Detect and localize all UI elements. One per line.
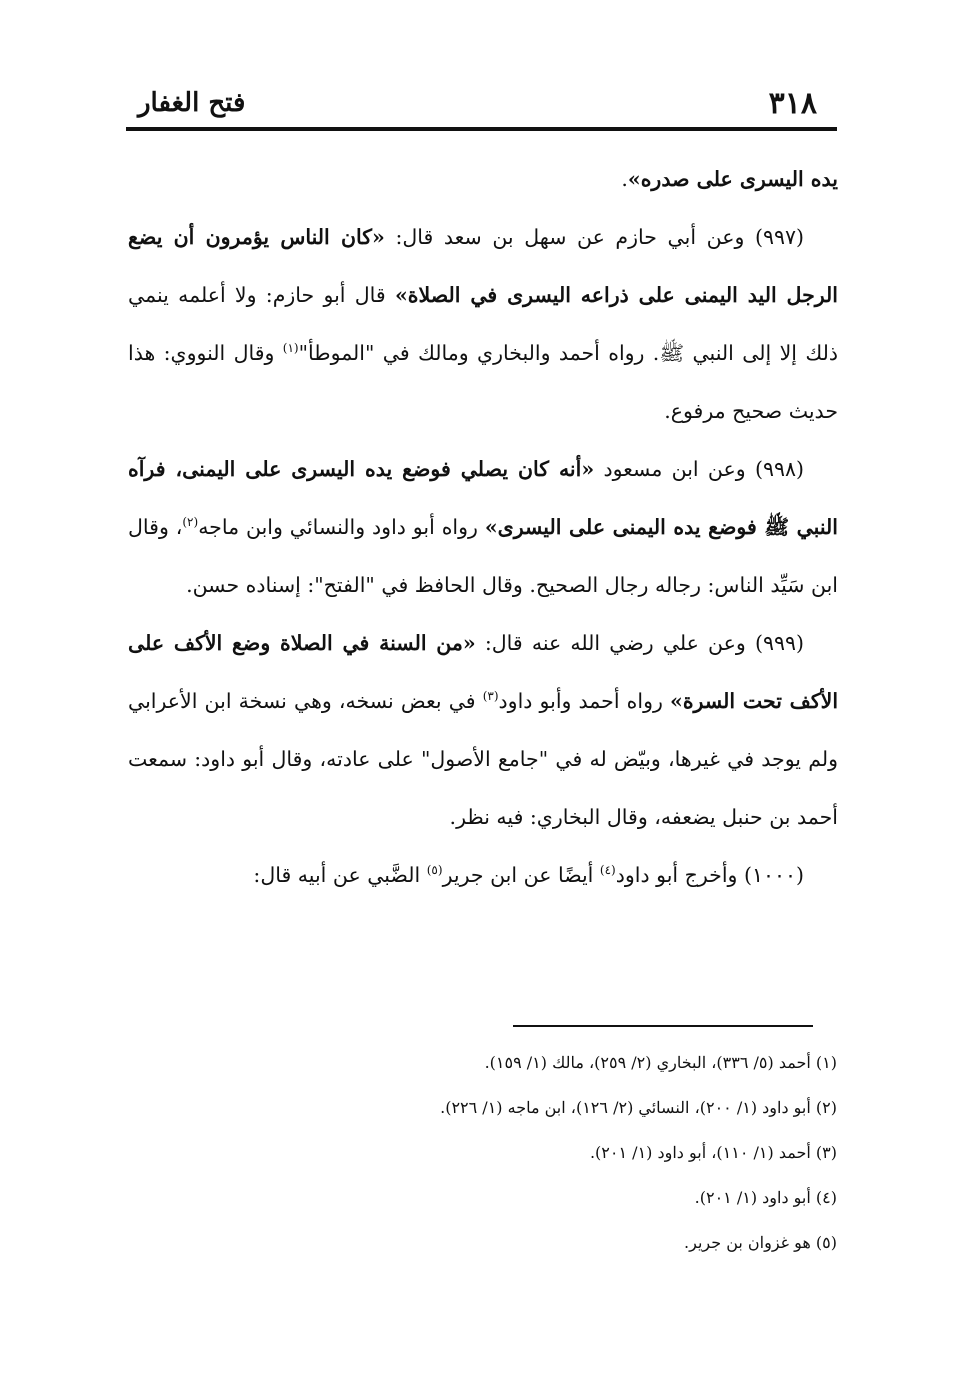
footnote-ref: (٤)	[599, 863, 616, 878]
footnote-ref: (٥)	[426, 863, 443, 878]
hadith-1000	[128, 846, 838, 904]
footnotes	[300, 1040, 837, 1265]
hadith-number: (٩٩٩)	[754, 631, 804, 655]
footnote-3: (٣) أحمد (١/ ١١٠)، أبو داود (١/ ٢٠١).	[589, 1143, 837, 1162]
main-text	[128, 150, 838, 904]
text-run: وقال النووي: هذا حديث صحيح مرفوع.	[128, 341, 838, 423]
footnote-1: (١) أحمد (٥/ ٣٣٦)، البخاري (٢/ ٢٥٩)، مالك (١/ ١٥٩).	[484, 1053, 837, 1072]
hadith-997	[128, 208, 838, 440]
page-number: ٣١٨	[768, 86, 817, 121]
hadith-999	[128, 614, 838, 846]
footnote-separator	[513, 1025, 813, 1027]
text-run: وعن أبي حازم عن سهل بن سعد قال:	[384, 225, 755, 249]
paragraph-continuation	[128, 150, 838, 208]
text-run: رواه أحمد وأبو داود	[498, 689, 670, 713]
text-run: .	[621, 167, 628, 191]
text-run: وعن علي رضي الله عنه قال:	[475, 631, 755, 655]
text-run: في بعض نسخه، وهي نسخة ابن الأعرابي ولم يوجد في غيرها، وبيّض له في "جامع الأصول" على عادته، وقال أبو داود: سمعت أحمد بن حنبل يضعفه، وقال البخاري: فيه نظر.	[128, 689, 838, 829]
footnote-ref: (٢)	[182, 515, 199, 530]
hadith-number: (١٠٠٠)	[743, 863, 804, 887]
hadith-quote: «من السنة في الصلاة وضع الأكف على الأكف تحت السرة»	[128, 631, 839, 713]
footnote-4: (٤) أبو داود (١/ ٢٠١).	[694, 1188, 837, 1207]
text-run: رواه أبو داود والنسائي وابن ماجه	[198, 515, 485, 539]
text-run: قال أبو حازم: ولا أعلمه ينمي ذلك إلا إلى النبي ﷺ. رواه أحمد والبخاري ومالك في "الموطأ"	[128, 283, 839, 365]
header-rule	[126, 127, 837, 131]
footnote-ref: (١)	[282, 341, 299, 356]
footnote-2: (٢) أبو داود (١/ ٢٠٠)، النسائي (٢/ ١٢٦)، ابن ماجه (١/ ٢٢٦).	[440, 1098, 837, 1117]
hadith-quote: «كان الناس يؤمرون أن يضع الرجل اليد اليمنى على ذراعه اليسرى في الصلاة»	[128, 225, 838, 307]
running-title: فتح الغفار	[138, 88, 246, 118]
page-header	[126, 78, 837, 128]
hadith-number: (٩٩٨)	[754, 457, 804, 481]
text-run: وعن ابن مسعود	[594, 457, 755, 481]
text-run: ، وقال ابن سَيِّد الناس: رجاله رجال الصحيح. وقال الحافظ في "الفتح": إسناده حسن.	[128, 515, 838, 597]
text-run: الضَّبي عن أبيه قال:	[253, 863, 427, 887]
hadith-number: (٩٩٧)	[754, 225, 804, 249]
hadith-quote: يده اليسرى على صدره»	[627, 167, 838, 191]
footnote-5: (٥) هو غزوان بن جرير.	[684, 1233, 837, 1252]
footnote-ref: (٣)	[482, 689, 499, 704]
text-run: أيضًا عن ابن جرير	[442, 863, 600, 887]
text-run: وأخرج أبو داود	[615, 863, 744, 887]
hadith-998	[128, 440, 838, 614]
hadith-quote: «أنه كان يصلي فوضع يده اليسرى على اليمنى، فرآه النبي ﷺ فوضع يده اليمنى على اليسرى»	[128, 457, 839, 539]
